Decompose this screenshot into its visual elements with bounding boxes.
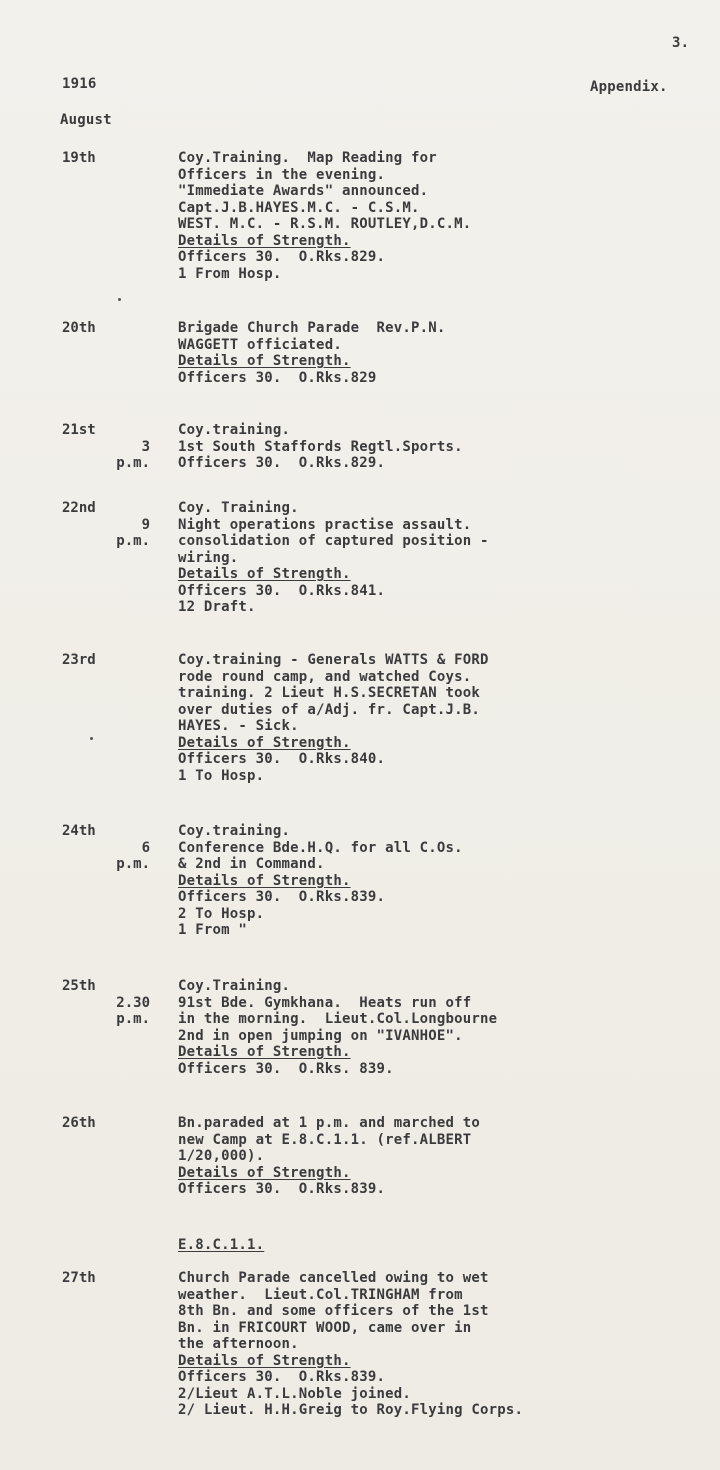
entry-time: p.m. <box>116 533 150 549</box>
entry-line: 12 Draft. <box>178 599 256 615</box>
entry-line: Church Parade cancelled owing to wet <box>178 1270 489 1286</box>
entry-time: p.m. <box>116 1011 150 1027</box>
entry-line: Officers 30. O.Rks.841. <box>178 582 386 599</box>
entry-line: Officers 30. O.Rks.839. <box>178 889 386 905</box>
appendix-label: Appendix. <box>590 79 668 95</box>
entry-day: 22nd <box>62 500 96 516</box>
entry-line: Coy.Training. Map Reading for <box>178 150 437 166</box>
entry-line: weather. Lieut.Col.TRINGHAM from <box>178 1286 463 1303</box>
entry-line: training. 2 Lieut H.S.SECRETAN took <box>178 685 481 701</box>
entry-day: 23rd <box>62 652 96 668</box>
entry-day: 21st <box>62 422 96 438</box>
entry-time: p.m. <box>116 455 150 471</box>
entry-text <box>178 652 489 784</box>
entry-line: the afternoon. <box>178 1336 299 1352</box>
entry-line: Officers 30. O.Rks.829. <box>178 455 386 471</box>
entry-line: Bn. in FRICOURT WOOD, came over in <box>178 1319 472 1336</box>
entry-day: 25th <box>62 978 96 994</box>
entry-time: p.m. <box>116 856 150 872</box>
entry-line: Coy. Training. <box>178 500 299 516</box>
entry-line: Officers 30. O.Rks. 839. <box>178 1060 394 1077</box>
entry-day: 26th <box>62 1115 96 1131</box>
entry-time: 9 <box>141 516 150 533</box>
entry-line: Brigade Church Parade Rev.P.N. <box>178 320 446 336</box>
entry-line: 1st South Staffords Regtl.Sports. <box>178 438 463 455</box>
entry-line: 8th Bn. and some officers of the 1st <box>178 1303 489 1319</box>
entry-text <box>178 823 463 939</box>
entry-line: Night operations practise assault. <box>178 516 472 533</box>
entry-day: 27th <box>62 1270 96 1286</box>
entry-text <box>178 320 446 386</box>
entry-line: rode round camp, and watched Coys. <box>178 668 472 685</box>
ink-dot <box>90 737 93 740</box>
entry-line: Officers 30. O.Rks.829. <box>178 249 386 265</box>
entry-text <box>178 150 471 282</box>
entry-line: WAGGETT officiated. <box>178 336 342 353</box>
entry-line: Details of Strength. <box>178 734 351 751</box>
entry-time: 3 <box>141 438 150 455</box>
entry-line: new Camp at E.8.C.1.1. (ref.ALBERT <box>178 1131 472 1148</box>
entry-line: 2/ Lieut. H.H.Greig to Roy.Flying Corps. <box>178 1402 524 1418</box>
entry-line: Details of Strength. <box>178 1044 351 1060</box>
entry-line: 1 From Hosp. <box>178 265 282 282</box>
entry-line: Coy.training. <box>178 422 291 438</box>
entry-text <box>178 1115 480 1198</box>
entry-line: 1/20,000). <box>178 1148 265 1164</box>
entry-line: Details of Strength. <box>178 1164 351 1181</box>
entry-text <box>178 1270 523 1419</box>
year: 1916 <box>62 76 97 92</box>
entry-line: "Immediate Awards" announced. <box>178 183 429 199</box>
entry-line: & 2nd in Command. <box>178 856 325 872</box>
entry-line: Coy.training. <box>178 823 291 839</box>
entry-line: consolidation of captured position - <box>178 533 489 549</box>
entry-line: 91st Bde. Gymkhana. Heats run off <box>178 994 472 1011</box>
ink-dot <box>118 298 121 301</box>
entry-day: 19th <box>62 150 96 166</box>
entry-line: Details of Strength. <box>178 1352 351 1369</box>
entry-line: Details of Strength. <box>178 232 351 249</box>
entry-line: Coy.training - Generals WATTS & FORD <box>178 652 489 668</box>
entry-line: 1 To Hosp. <box>178 767 265 784</box>
entry-line: wiring. <box>178 549 239 566</box>
entry-line: Details of Strength. <box>178 566 351 582</box>
entry-line: 2 To Hosp. <box>178 905 265 922</box>
entry-line: Officers 30. O.Rks.829 <box>178 369 377 386</box>
entry-line: Officers in the evening. <box>178 166 386 183</box>
entry-line: 1 From " <box>178 922 248 938</box>
page-number: 3. <box>672 35 690 51</box>
entry-line: HAYES. - Sick. <box>178 718 299 734</box>
entry-line: Capt.J.B.HAYES.M.C. - C.S.M. <box>178 199 420 216</box>
entry-time: 2.30 <box>116 994 150 1011</box>
entry-time: 6 <box>141 839 150 856</box>
month: August <box>60 112 112 128</box>
entry-day: 24th <box>62 823 96 839</box>
entry-line: Conference Bde.H.Q. for all C.Os. <box>178 839 463 856</box>
entry-line: 2nd in open jumping on "IVANHOE". <box>178 1027 463 1044</box>
entry-text <box>178 422 463 472</box>
entry-text <box>178 1237 264 1254</box>
entry-day: 20th <box>62 320 96 336</box>
entry-line: Officers 30. O.Rks.839. <box>178 1369 386 1385</box>
entry-line: Officers 30. O.Rks.839. <box>178 1181 386 1197</box>
entry-line: WEST. M.C. - R.S.M. ROUTLEY,D.C.M. <box>178 216 472 232</box>
entry-text <box>178 978 497 1077</box>
entry-line: Coy.Training. <box>178 978 291 994</box>
entry-text <box>178 500 489 616</box>
entry-line: E.8.C.1.1. <box>178 1237 265 1253</box>
entry-line: Details of Strength. <box>178 872 351 889</box>
entry-line: in the morning. Lieut.Col.Longbourne <box>178 1011 498 1027</box>
entry-line: over duties of a/Adj. fr. Capt.J.B. <box>178 701 481 718</box>
entry-line: 2/Lieut A.T.L.Noble joined. <box>178 1385 411 1402</box>
entry-line: Details of Strength. <box>178 353 351 369</box>
entry-line: Officers 30. O.Rks.840. <box>178 751 386 767</box>
entry-line: Bn.paraded at 1 p.m. and marched to <box>178 1115 481 1131</box>
